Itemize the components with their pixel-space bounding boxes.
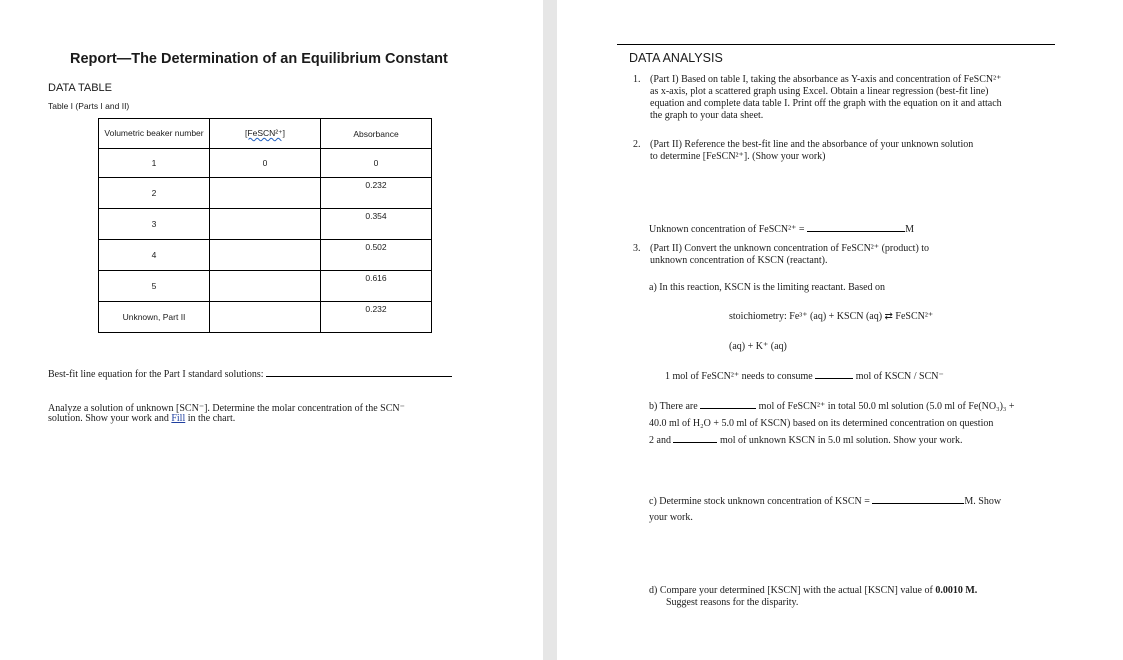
table-row [99,271,432,302]
mol-fescn-blank[interactable] [700,398,756,409]
stoichiometry-line-2: (aq) + K⁺ (aq) [729,341,787,352]
bestfit-blank[interactable] [266,366,452,377]
header-concentration: [FeSCN²⁺] [210,119,321,149]
cell-beaker: 2 [99,178,210,209]
fill-link: Fill [171,413,186,424]
cell-absorbance: 0.354 [321,209,432,240]
unknown-concentration-line: Unknown concentration of FeSCN²⁺ = M [649,221,914,236]
question-3b: b) There are mol of FeSCN²⁺ in total 50.0 ml solution (5.0 ml of Fe(NO₃)₃ + 40.0 ml of H₂O + 5.0 ml of KSCN) based on its determined concentration on question 2 and mol of unknown KSCN in 5.0 ml solution. Show your work. [649,398,1015,449]
header-beaker: Volumetric beaker number [99,119,210,149]
cell-beaker: 4 [99,240,210,271]
stoichiometry-line-1: stoichiometry: Fe³⁺ (aq) + KSCN (aq) ⇄ FeSCN²⁺ [729,311,934,322]
cell-absorbance: 0.232 [321,178,432,209]
data-table [98,118,432,333]
cell-concentration[interactable] [210,178,321,209]
table-row [99,240,432,271]
cell-beaker: 1 [99,149,210,178]
right-page [557,0,1123,660]
data-table-heading: DATA TABLE [48,82,112,94]
bestfit-line [48,366,452,381]
question-2: 2. (Part II) Reference the best-fit line and the absorbance of your unknown solution to determine [FeSCN²⁺]. (Show your work) [633,139,974,162]
question-3a: a) In this reaction, KSCN is the limiting reactant. Based on [649,282,886,293]
left-page [0,0,543,660]
cell-concentration[interactable]: 0 [210,149,321,178]
analyze-line-2: solution. Show your work and Fill in the chart. [48,413,236,424]
table-row [99,149,432,178]
report-title: Report—The Determination of an Equilibrium Constant [70,51,448,67]
actual-kscn-value: 0.0010 M. [935,585,978,596]
header-rule [617,44,1055,45]
analyze-paragraph [48,404,405,424]
analyze-line-1: Analyze a solution of unknown [SCN⁻]. Determine the molar concentration of the SCN⁻ [48,403,405,414]
cell-absorbance: 0.232 [321,302,432,333]
header-absorbance: Absorbance [321,119,432,149]
cell-beaker: Unknown, Part II [99,302,210,333]
mol-kscn-blank[interactable] [673,432,717,443]
cell-absorbance: 0.502 [321,240,432,271]
stock-concentration-blank[interactable] [872,493,964,504]
question-1: 1. (Part I) Based on table I, taking the absorbance as Y-axis and concentration of FeSCN²⁺ as x-axis, plot a scattered graph using Excel. Obtain a linear regression (best-fit line) equation and complete data table I. Print off the graph with the equation on it and attach the graph to your data sheet. [633,74,1002,121]
cell-concentration[interactable] [210,240,321,271]
cell-concentration[interactable] [210,302,321,333]
table-row [99,302,432,333]
cell-concentration[interactable] [210,271,321,302]
table-row [99,209,432,240]
mole-ratio-line: 1 mol of FeSCN²⁺ needs to consume mol of KSCN / SCN⁻ [665,368,944,383]
mole-ratio-blank[interactable] [815,368,853,379]
cell-absorbance: 0 [321,149,432,178]
table-row [99,178,432,209]
question-3d: d) Compare your determined [KSCN] with the actual [KSCN] value of 0.0010 M. Suggest reasons for the disparity. [649,585,978,608]
table-header-row [99,119,432,149]
bestfit-label: Best-fit line equation for the Part I standard solutions: [48,369,264,380]
cell-beaker: 5 [99,271,210,302]
cell-absorbance: 0.616 [321,271,432,302]
data-analysis-heading: DATA ANALYSIS [629,51,723,65]
cell-beaker: 3 [99,209,210,240]
unknown-concentration-blank[interactable] [807,221,905,232]
question-3c: c) Determine stock unknown concentration of KSCN = M. Show your work. [649,493,1001,526]
question-3: 3. (Part II) Convert the unknown concentration of FeSCN²⁺ (product) to unknown concentration of KSCN (reactant). [633,243,930,266]
cell-concentration[interactable] [210,209,321,240]
table-caption: Table I (Parts I and II) [48,101,130,111]
